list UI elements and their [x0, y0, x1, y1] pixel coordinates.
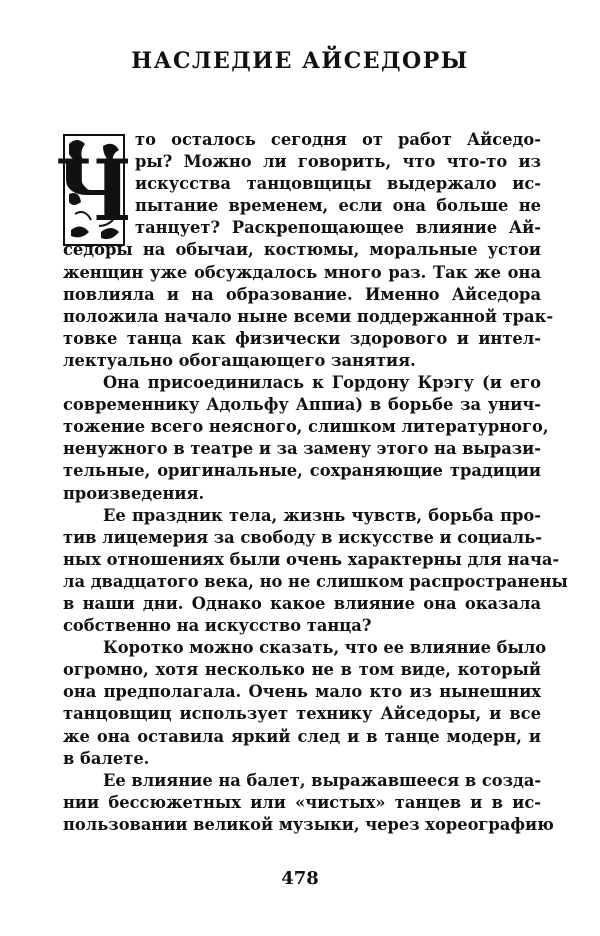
text-line: в балете. [63, 748, 150, 768]
text-line: огромно, хотя несколько не в том виде, который [63, 660, 541, 680]
text-line: товке танца как физически здорового и интел- [63, 328, 541, 348]
text-line: она предполагала. Очень мало кто из нынешних [63, 682, 541, 702]
text-line: лектуально обогащающего занятия. [63, 350, 416, 370]
text-line: же она оставила яркий след и в танце модерн, и [63, 726, 541, 746]
text-line: ных отношениях были очень характерны для нача- [63, 549, 560, 569]
text-line: то осталось сегодня от работ Айседо- [135, 130, 541, 149]
text-line: Ее влияние на балет, выражавшееся в созда- [103, 770, 542, 790]
chapter-title: НАСЛЕДИЕ АЙСЕДОРЫ [131, 48, 469, 74]
text-line: в наши дни. Однако какое влияние она оказала [63, 593, 541, 613]
text-line: танцует? Раскрепощающее влияние Ай- [135, 218, 541, 238]
text-line: Ее праздник тела, жизнь чувств, борьба про- [103, 505, 541, 525]
text-line: собственно на искусство танца? [63, 616, 372, 636]
text-line: Коротко можно сказать, что ее влияние было [103, 638, 547, 658]
page-number: 478 [281, 868, 319, 889]
text-line: Она присоединилась к Гордону Крэгу (и его [103, 373, 541, 393]
text-line: тив лицемерия за свободу в искусстве и социаль- [63, 527, 542, 547]
text-line: тожение всего неясного, слишком литературного, [63, 417, 549, 437]
text-line: положила начало ныне всеми поддержанной трак- [63, 306, 554, 326]
text-line: ла двадцатого века, но не слишком распространены [63, 571, 568, 591]
text-line: пытание временем, если она больше не [135, 196, 541, 216]
text-line: женщин уже обсуждалось много раз. Так же она [63, 262, 541, 282]
body-text [63, 129, 568, 836]
text-line: танцовщиц использует технику Айседоры, и все [63, 704, 541, 724]
text-line: произведения. [63, 483, 205, 503]
text-line: повлияла и на образование. Именно Айседора [63, 284, 541, 304]
text-line: пользовании великой музыки, через хореографию [63, 814, 554, 834]
text-line: тельные, оригинальные, сохраняющие традиции [63, 461, 541, 481]
text-line: нии бессюжетных или «чистых» танцев и в ис- [63, 792, 541, 812]
text-line: современнику Адольфу Аппиа) в борьбе за унич- [63, 395, 541, 415]
text-line: ненужного в театре и за замену этого на вырази- [63, 439, 541, 459]
svg-text:Ч: Ч [55, 141, 133, 240]
text-line: ры? Можно ли говорить, что что-то из [135, 152, 541, 172]
text-line: искусства танцовщицы выдержало ис- [135, 174, 541, 194]
text-line: седоры на обычаи, костюмы, моральные устои [63, 240, 541, 260]
